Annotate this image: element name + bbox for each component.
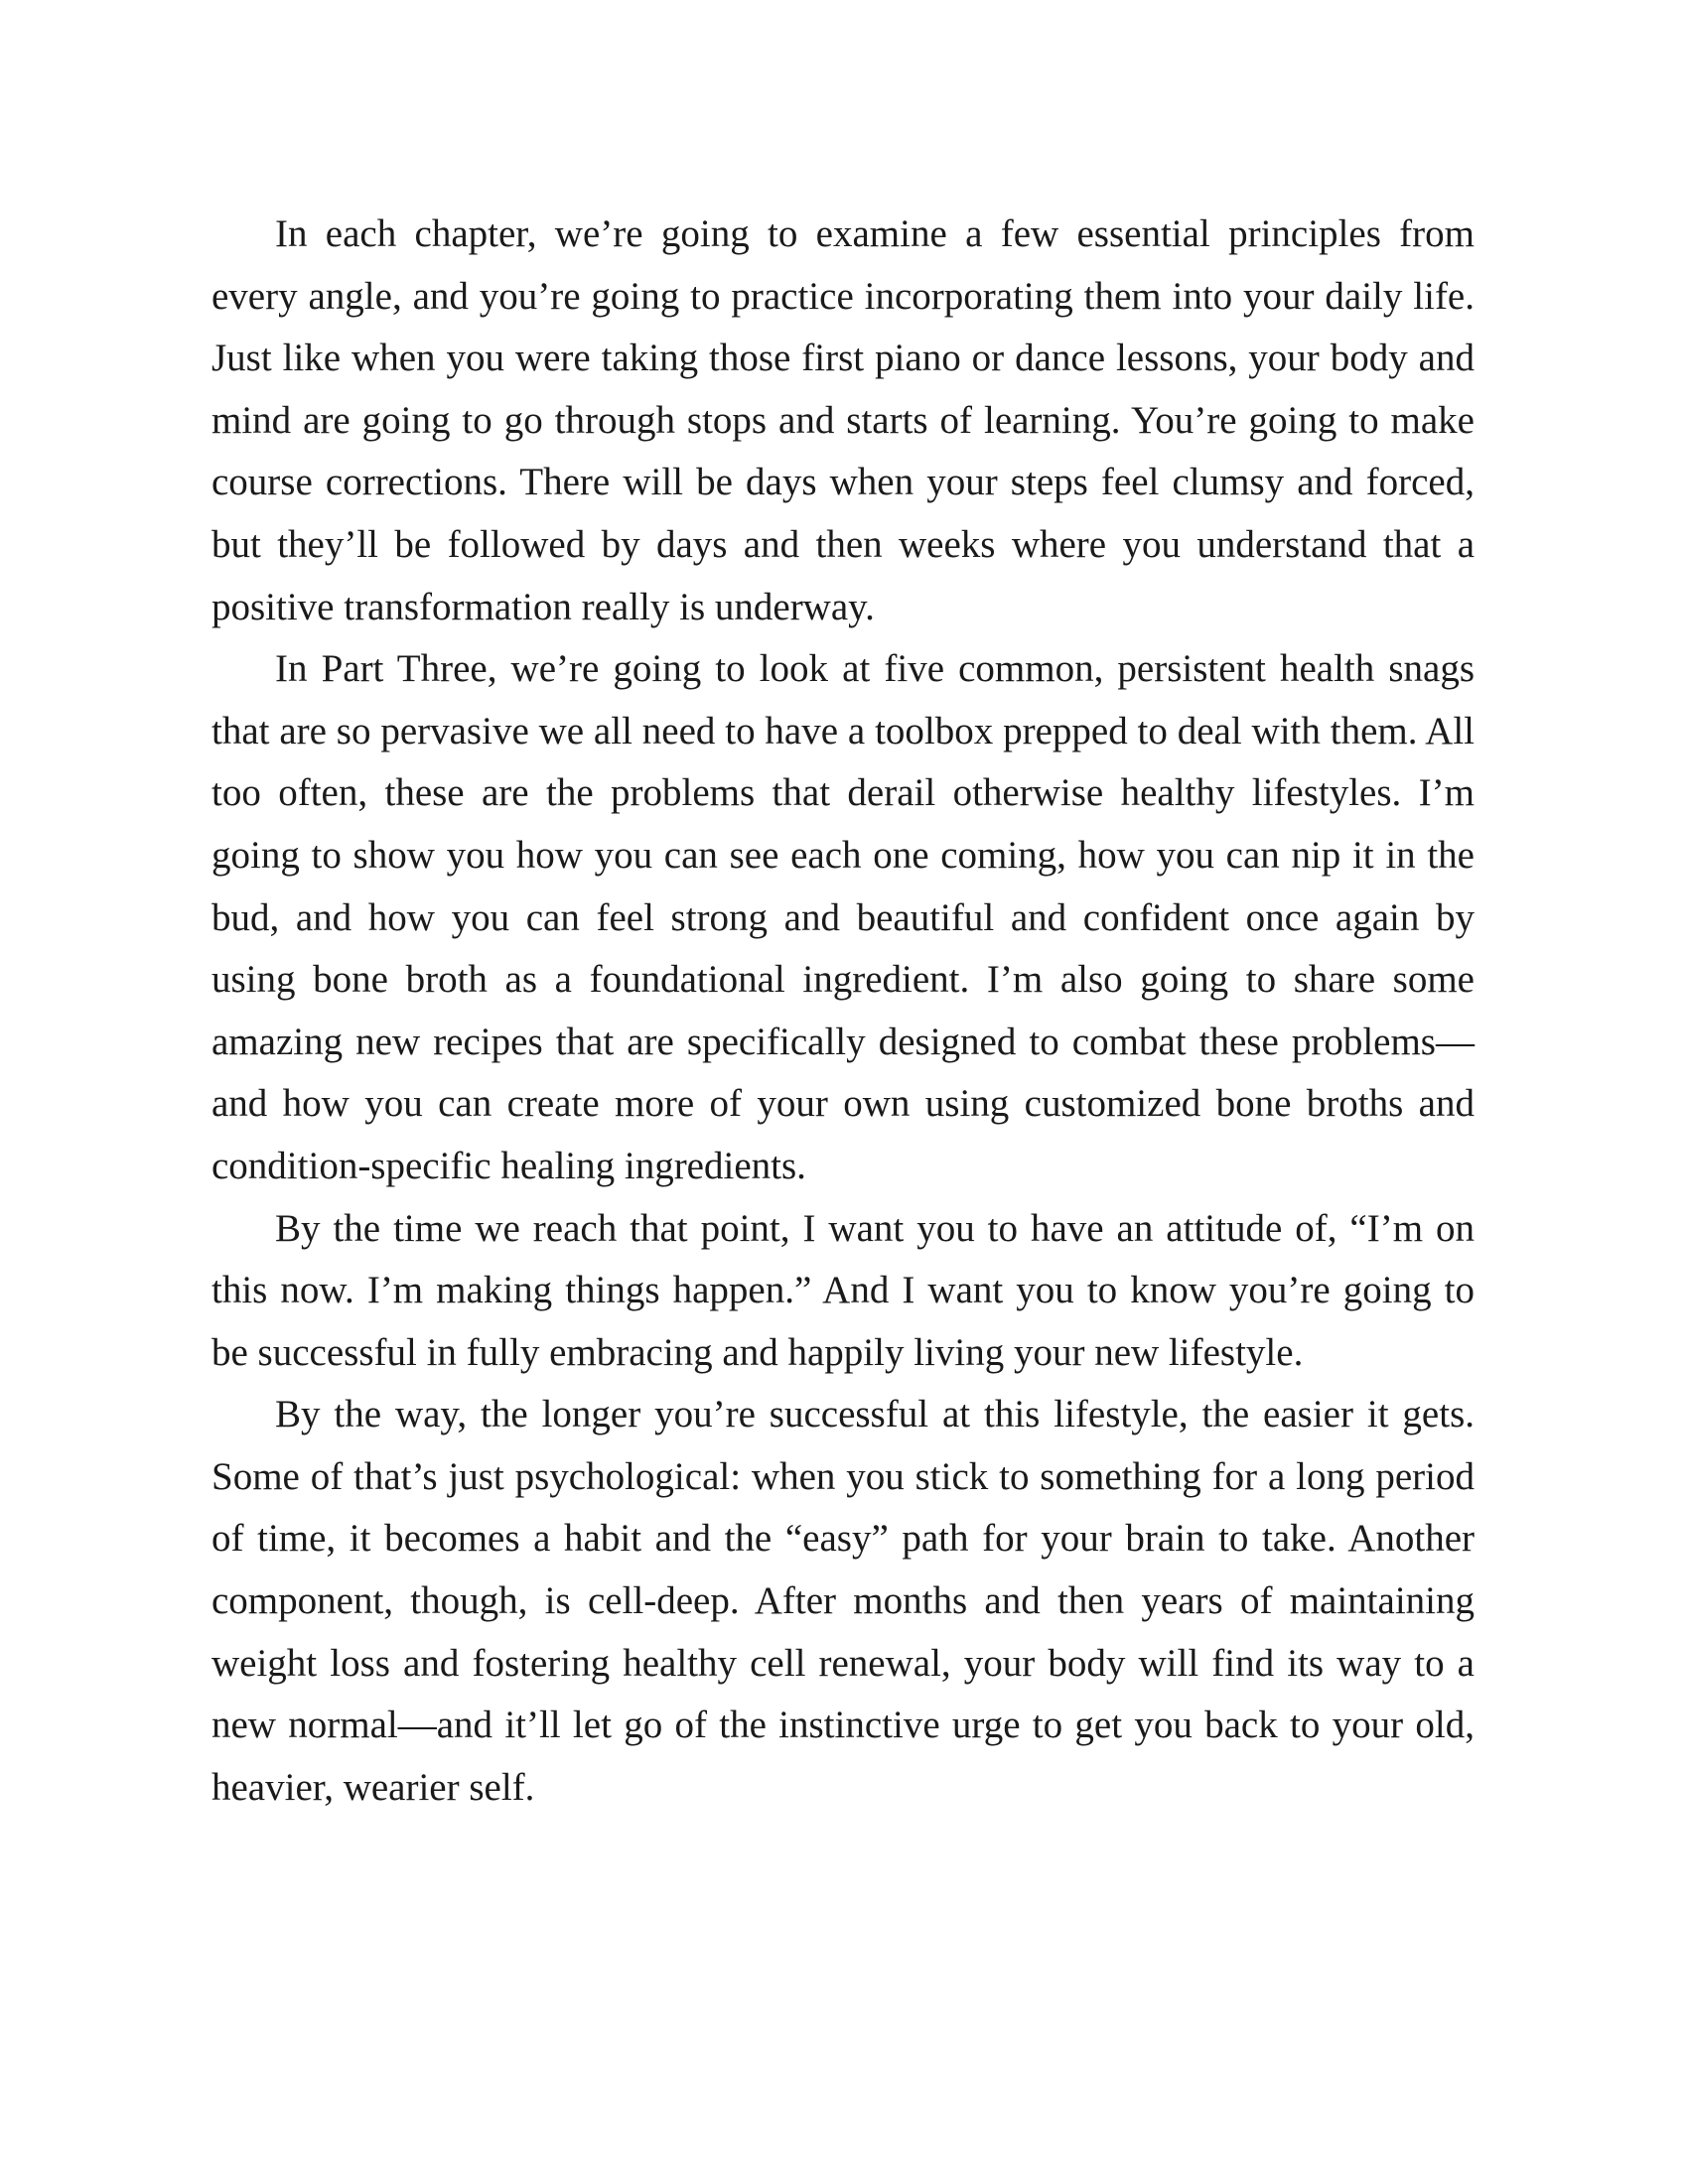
page-body (211, 204, 1475, 1819)
paragraph-part-three: In Part Three, we’re going to look at five common, persistent health snags that are so pervasive we all need to have a toolbox prepped to deal with them. All too often, these are the problems that derail otherwise healthy lifestyles. I’m going to show you how you can see each one coming, how you can nip it in the bud, and how you can feel strong and beautiful and confident once again by using bone broth as a foundational ingredient. I’m also going to share some amazing new recipes that are specifically designed to combat these problems—and how you can create more of your own using customized bone broths and condition-specific healing ingredients. (211, 647, 1475, 1187)
paragraph-attitude: By the time we reach that point, I want you to have an attitude of, “I’m on this now. I’m making things happen.” And I want you to know you’re going to be successful in fully embracing and happily living your new lifestyle. (211, 1206, 1475, 1374)
paragraph-chapter-principles: In each chapter, we’re going to examine a few essential principles from every angle, and you’re going to practice incorporating them into your daily life. Just like when you were taking those first piano or dance lessons, your body and mind are going to go through stops and starts of learning. You’re going to make course corrections. There will be days when your steps feel clumsy and forced, but they’ll be followed by days and then weeks where you understand that a positive transformation really is underway. (211, 212, 1475, 628)
paragraph-easier-over-time: By the way, the longer you’re successful at this lifestyle, the easier it gets. Some of that’s just psychological: when you stick to something for a long period of time, it becomes a habit and the “easy” path for your brain to take. Another component, though, is cell-deep. After months and then years of maintaining weight loss and fostering healthy cell renewal, your body will find its way to a new normal—and it’ll let go of the instinctive urge to get you back to your old, heavier, wearier self. (211, 1393, 1475, 1809)
